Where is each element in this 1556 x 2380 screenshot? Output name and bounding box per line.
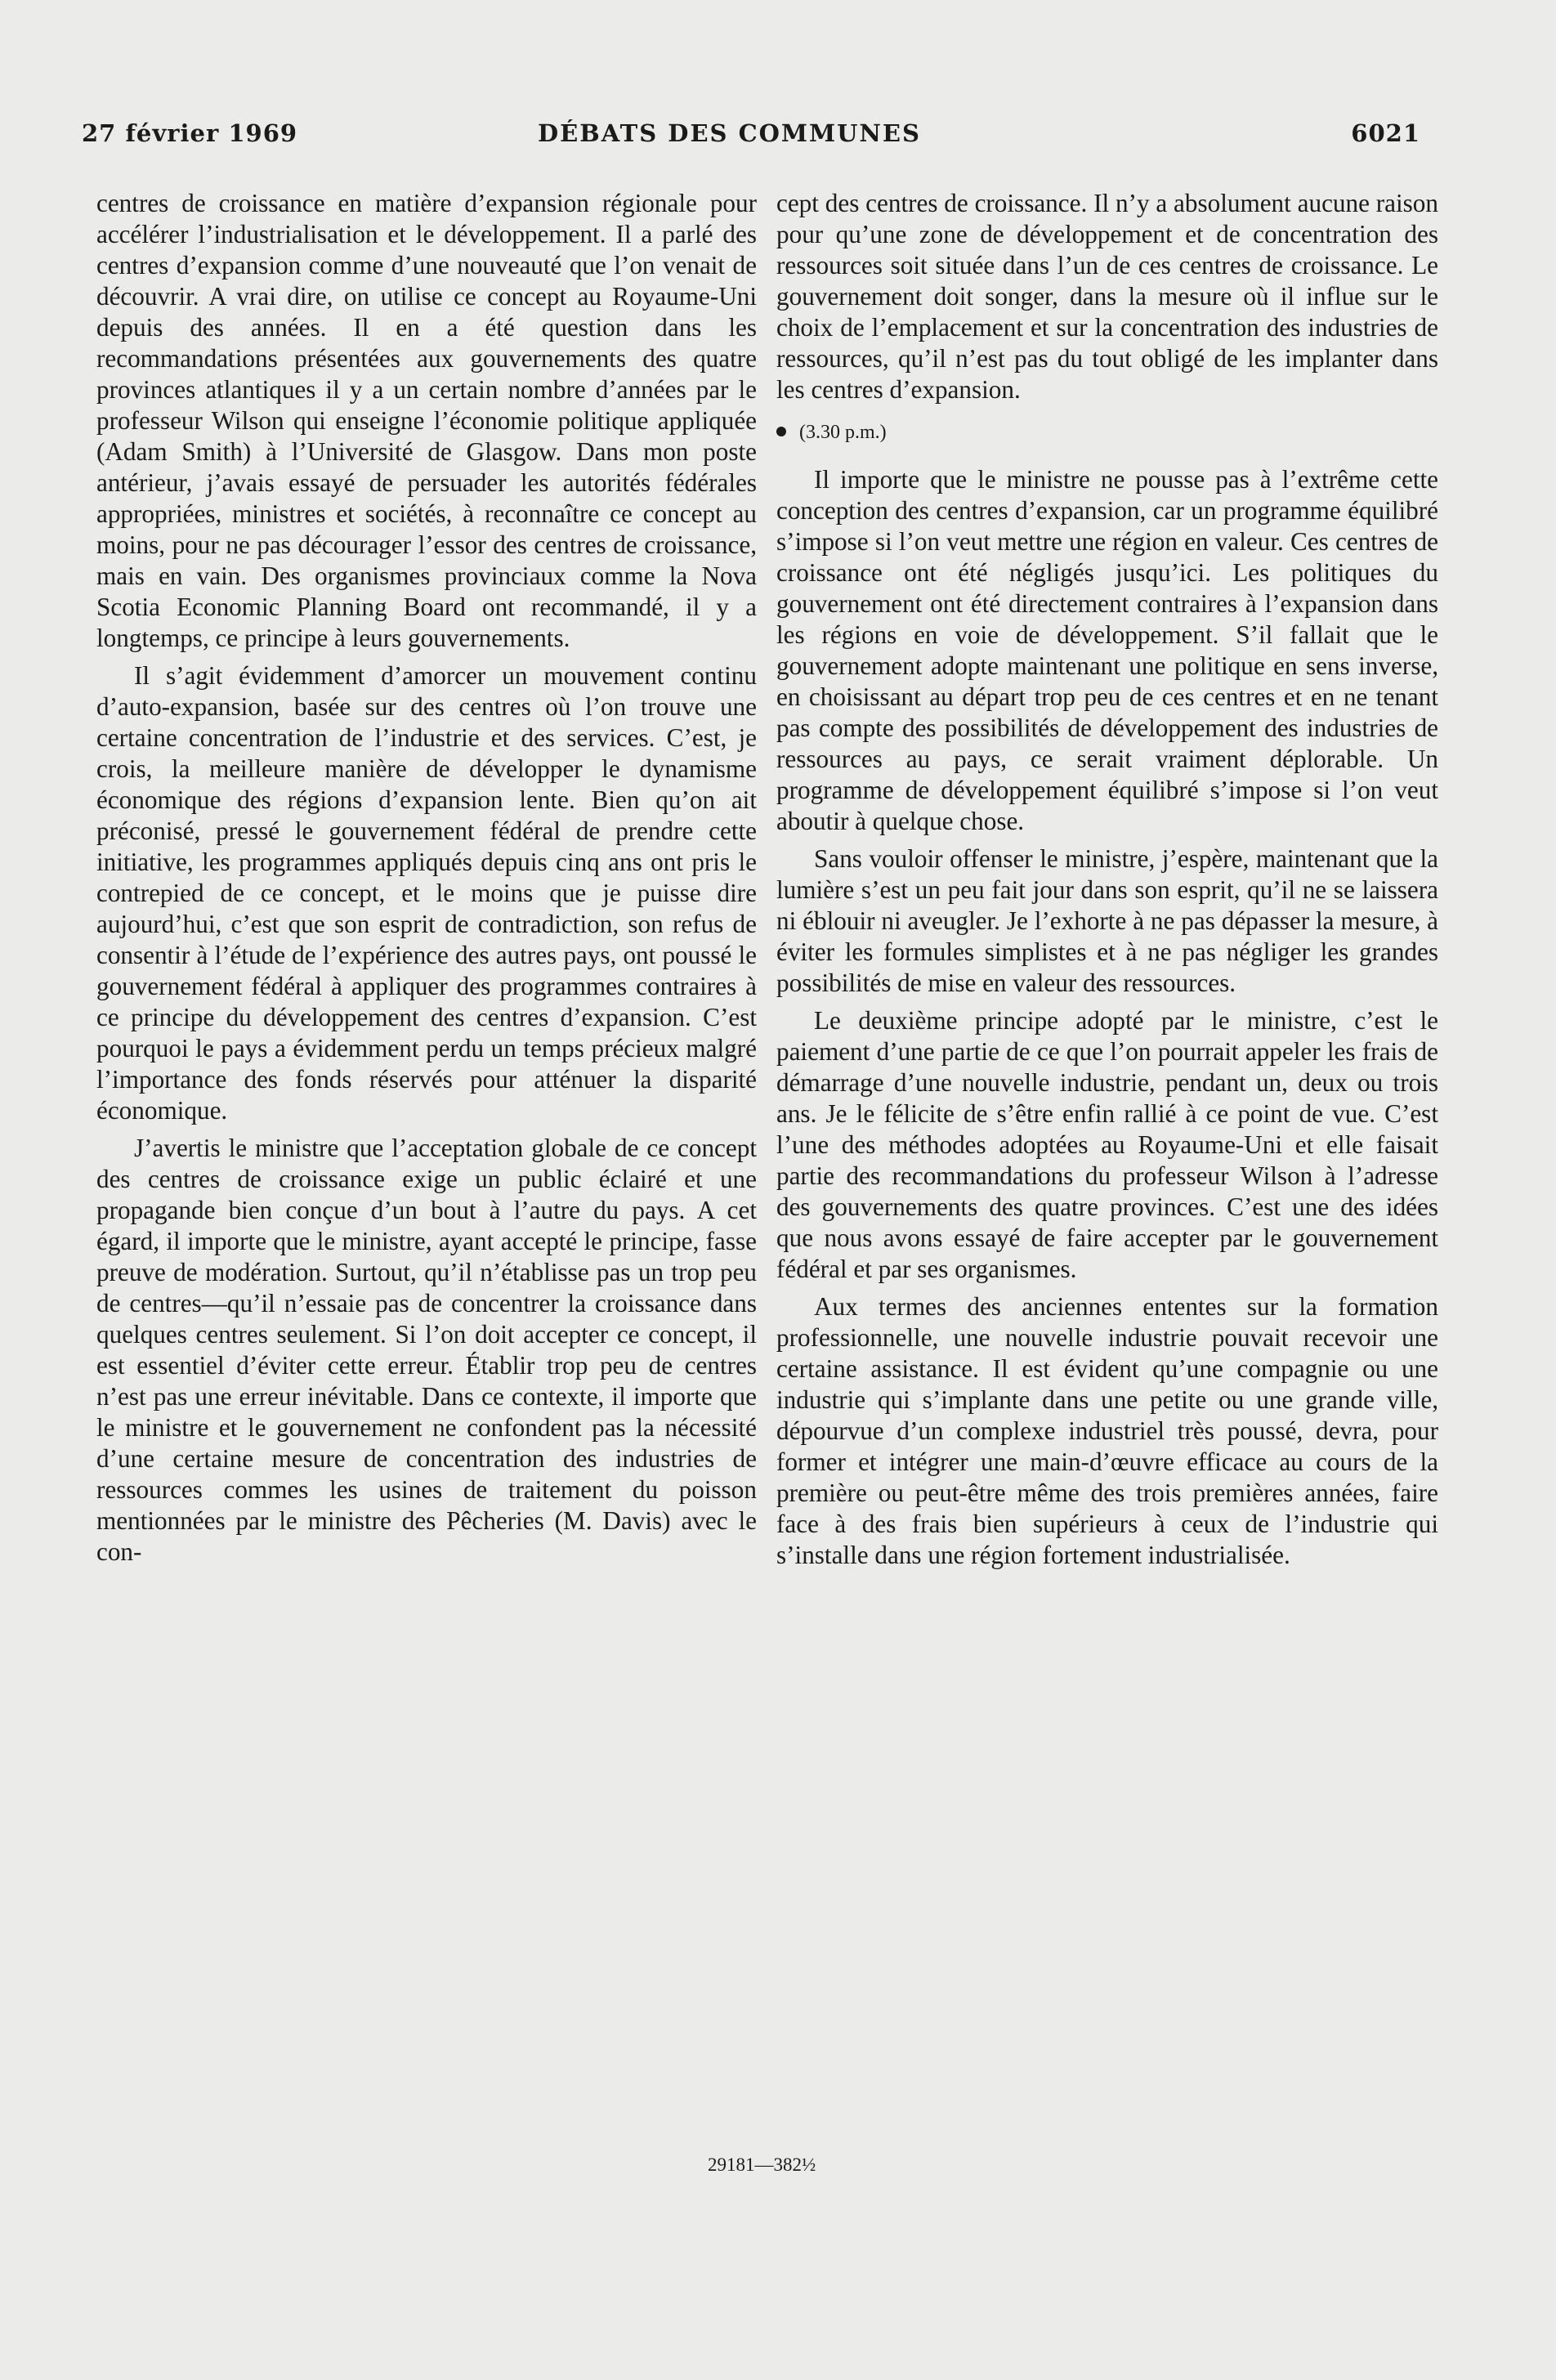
paragraph: cept des centres de croissance. Il n’y a absolument aucune raison pour qu’une zone de développement et de concentration des ressources soit située dans l’un de ces centres de croissance. Le gouvernement doit songer, dans la mesure où il influe sur le choix de l’emplacement et sur la concentration des industries de ressources, qu’il n’est pas du tout obligé de les implanter dans les centres d’expansion. — [776, 189, 1438, 404]
time-marker — [776, 420, 1438, 445]
paragraph: Aux termes des anciennes ententes sur la formation professionnelle, une nouvelle industrie pouvait recevoir une certaine assistance. Il est évident qu’une compagnie ou une industrie qui s’implante dans une petite ou une grande ville, dépourvue d’un complexe industriel très poussé, devra, pour former et intégrer une main-d’œuvre efficace au cours de la première ou peut-être même des trois premières années, faire face à des frais bien supérieurs à ceux de l’industrie qui s’installe dans une région fortement industrialisée. — [776, 1292, 1438, 1569]
bullet-icon — [776, 427, 786, 436]
header-date: 27 février 1969 — [82, 119, 298, 147]
paragraph: J’avertis le ministre que l’acceptation globale de ce concept des centres de croissance exige un public éclairé et une propagande bien conçue d’un bout à l’autre du pays. A cet égard, il importe que le ministre, ayant accepté le principe, fasse preuve de modération. Surtout, qu’il n’établisse pas un trop peu de centres—qu’il n’essaie pas de concentrer la croissance dans quelques centres seulement. Si l’on doit accepter ce concept, il est essentiel d’éviter cette erreur. Établir trop peu de centres n’est pas une erreur inévitable. Dans ce contexte, il importe que le ministre et le gouvernement ne confondent pas la nécessité d’une certaine mesure de concentration des industries de ressources commes les usines de traitement du poisson mentionnées par le ministre des Pêcheries (M. Davis) avec le con- — [96, 1134, 757, 1566]
paragraph: Il s’agit évidemment d’amorcer un mouvement continu d’auto-expansion, basée sur des centres où l’on trouve une certaine concentration de l’industrie et des services. C’est, je crois, la meilleure manière de développer le dynamisme économique des régions d’expansion lente. Bien qu’on ait préconisé, pressé le gouvernement fédéral de prendre cette initiative, les programmes appliqués depuis cinq ans ont pris le contrepied de ce concept, et le moins que je puisse dire aujourd’hui, c’est que son esprit de contradiction, son refus de consentir à l’étude de l’expérience des autres pays, ont poussé le gouvernement fédéral à appliquer des programmes contraires à ce principe du développement des centres d’expansion. C’est pourquoi le pays a évidemment perdu un temps précieux malgré l’importance des fonds réservés pour atténuer la disparité économique. — [96, 661, 757, 1125]
paragraph: Sans vouloir offenser le ministre, j’espère, maintenant que la lumière s’est un peu fait jour dans son esprit, qu’il ne se laissera ni éblouir ni aveugler. Je l’exhorte à ne pas dépasser la mesure, à éviter les formules simplistes et à ne pas négliger les grandes possibilités de mise en valeur des ressources. — [776, 844, 1438, 997]
left-column — [96, 188, 757, 1574]
paragraph: centres de croissance en matière d’expansion régionale pour accélérer l’industrialisation et le développement. Il a parlé des centres d’expansion comme d’une nouveauté que l’on venait de découvrir. A vrai dire, on utilise ce concept au Royaume-Uni depuis des années. Il en a été question dans les recommandations présentées aux gouvernements des quatre provinces atlantiques il y a un certain nombre d’années par le professeur Wilson qui enseigne l’économie politique appliquée (Adam Smith) à l’Université de Glasgow. Dans mon poste antérieur, j’avais essayé de persuader les autorités fédérales appropriées, ministres et sociétés, à reconnaître ce concept au moins, pour ne pas décourager l’essor des centres de croissance, mais en vain. Des organismes provinciaux comme la Nova Scotia Economic Planning Board ont recommandé, il y a longtemps, ce principe à leurs gouvernements. — [96, 189, 757, 652]
right-column — [776, 188, 1438, 1577]
header-page-number: 6021 — [1351, 119, 1420, 147]
time-marker-text: (3.30 p.m.) — [799, 422, 887, 443]
page-footer-code: 29181—382½ — [708, 2154, 816, 2175]
page-header — [82, 119, 1420, 160]
paragraph: Le deuxième principe adopté par le ministre, c’est le paiement d’une partie de ce que l’on pourrait appeler les frais de démarrage d’une nouvelle industrie, pendant un, deux ou trois ans. Je le félicite de s’être enfin rallié à ce point de vue. C’est l’une des méthodes adoptées au Royaume-Uni et elle faisait partie des recommandations du professeur Wilson à l’adresse des gouvernements des quatre provinces. C’est une des idées que nous avons essayé de faire accepter par le gouvernement fédéral et par ses organismes. — [776, 1006, 1438, 1283]
paragraph: Il importe que le ministre ne pousse pas à l’extrême cette conception des centres d’expansion, car un programme équilibré s’impose si l’on veut mettre une région en valeur. Ces centres de croissance ont été négligés jusqu’ici. Les politiques du gouvernement ont été directement contraires à l’expansion dans les régions en voie de développement. S’il fallait que le gouvernement adopte maintenant une politique en sens inverse, en choisissant au départ trop peu de ces centres et en ne tenant pas compte des possibilités de développement des industries de ressources au pays, ce serait vraiment déplorable. Un programme de développement équilibré s’impose si l’on veut aboutir à quelque chose. — [776, 465, 1438, 835]
header-title: DÉBATS DES COMMUNES — [538, 119, 921, 147]
